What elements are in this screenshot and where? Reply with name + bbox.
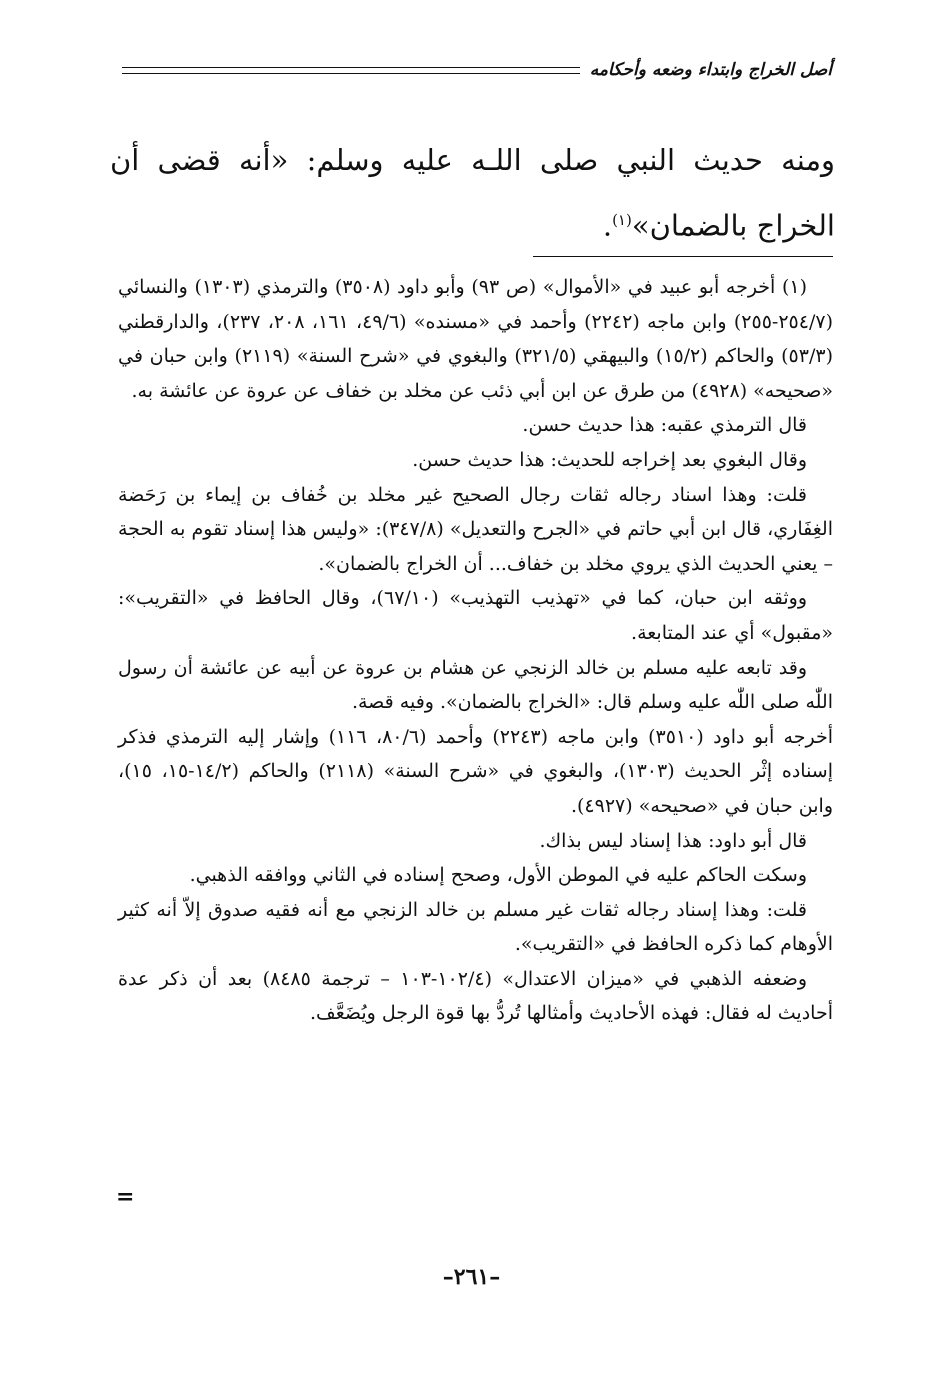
footnote-separator: [533, 256, 833, 257]
footnote-paragraph: أخرجه أبو داود (٣٥١٠) وابن ماجه (٢٢٤٣) وأحمد (٨٠/٦، ١١٦) وإشار إليه الترمذي فذكر إسناده إثْر الحديث (١٣٠٣)، والبغوي في «شرح السنة» (٢١١٨) والحاكم (١٤/٢-١٥، ١٥)، وابن حبان في «صحيحه» (٤٩٢٧).: [118, 725, 833, 817]
footnote-paragraph: قلت: وهذا إسناد رجاله ثقات غير مسلم بن خالد الزنجي مع أنه فقيه صدوق إلاّ أنه كثير الأوهام كما ذكره الحافظ في «التقريب».: [118, 898, 833, 956]
footnote-paragraph: وقال البغوي بعد إخراجه للحديث: هذا حديث حسن.: [412, 448, 807, 471]
header-double-rule: [122, 67, 580, 74]
footnote-paragraph: وقد تابعه عليه مسلم بن خالد الزنجي عن هشام بن عروة عن أبيه عن عائشة أن رسول اللّٰه صلى اللّٰه عليه وسلم قال: «الخراج بالضمان». وفيه قصة.: [118, 656, 833, 714]
footnote-paragraph: ووثقه ابن حبان، كما في «تهذيب التهذيب» (٦٧/١٠)، وقال الحافظ في «التقريب»: «مقبول» أي عند المتابعة.: [118, 587, 833, 644]
footnote-paragraph: قلت: وهذا اسناد رجاله ثقات رجال الصحيح غير مخلد بن خُفاف بن إيماء بن رَحَضة الغِفَاري، قال ابن أبي حاتم في «الجرح والتعديل» (٣٤٧/٨): «وليس هذا إسناد تقوم به الحجة – يعني الحديث الذي يروي مخلد بن خفاف... أن الخراج بالضمان».: [118, 483, 833, 575]
footnote-paragraph: وضعفه الذهبي في «ميزان الاعتدال» (١٠٢/٤-١٠٣ – ترجمة ٨٤٨٥) بعد أن ذكر عدة أحاديث له فقال: فهذه الأحاديث وأمثالها تُردُّ بها قوة الرجل ويُضَعَّف.: [118, 967, 833, 1025]
footnote-paragraph: وسكت الحاكم عليه في الموطن الأول، وصحح إسناده في الثاني ووافقه الذهبي.: [189, 864, 807, 887]
footnote-paragraph: (١) أخرجه أبو عبيد في «الأموال» (ص ٩٣) وأبو داود (٣٥٠٨) والترمذي (١٣٠٣) والنسائي (٢٥٤/٧-٢٥٥) وابن ماجه (٢٢٤٢) وأحمد في «مسنده» (٤٩/٦، ١٦١، ٢٠٨، ٢٣٧)، والدارقطني (٥٣/٣) والحاكم (١٥/٢) والبيهقي (٣٢١/٥) والبغوي في «شرح السنة» (٢١١٩) وابن حبان في «صحيحه» (٤٩٢٨) من طرق عن ابن أبي ذئب عن مخلد بن خفاف عن عروة عن عائشة به.: [118, 276, 833, 402]
running-header: [122, 60, 832, 80]
header-title: أصل الخراج وابتداء وضعه وأحكامه: [589, 60, 832, 80]
page-number: –٢٦١–: [442, 1264, 501, 1290]
main-text: ومنه حديث النبي صلى اللـه عليه وسلم: «أنه قضى أن الخراج بالضمان»: [110, 143, 835, 243]
continuation-mark: =: [116, 1184, 135, 1210]
main-paragraph: [110, 130, 835, 256]
main-text-end: .: [602, 208, 613, 243]
footnote-paragraph: قال الترمذي عقبه: هذا حديث حسن.: [522, 414, 807, 437]
footnote-reference: (١): [612, 211, 632, 229]
footnote-paragraph: قال أبو داود: هذا إسناد ليس بذاك.: [539, 829, 807, 852]
footnotes: [118, 270, 833, 1031]
